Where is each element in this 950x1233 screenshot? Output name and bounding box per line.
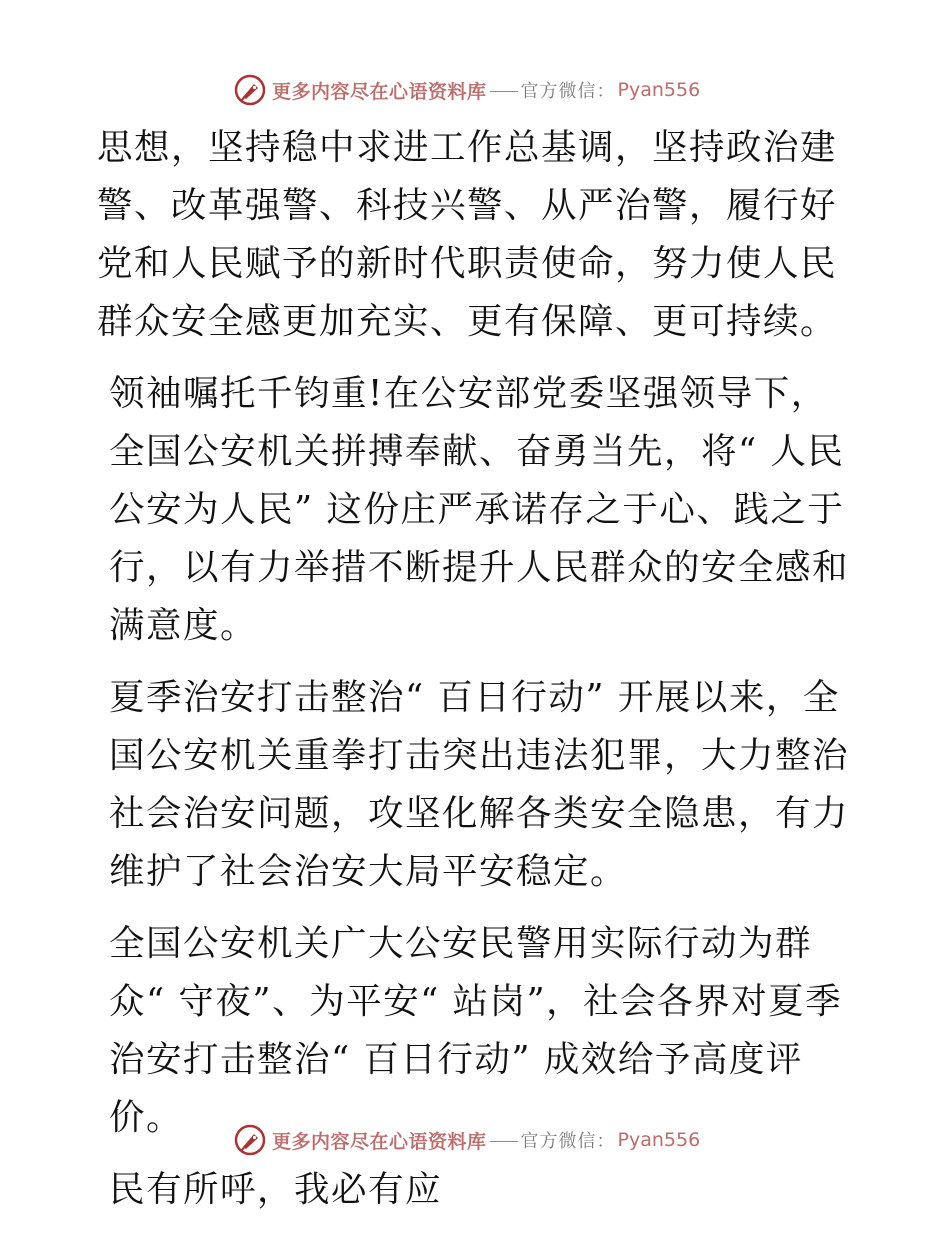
watermark-official-label: 官方微信：: [520, 1131, 616, 1152]
pen-nib-logo-icon: [234, 1124, 266, 1156]
watermark-wechat-id: Pyan556: [617, 1129, 701, 1151]
footer-watermark: [234, 1122, 754, 1158]
paragraph-1: 思想，坚持稳中求进工作总基调，坚持政治建警、改革强警、科技兴警、从严治警，履行好党和人民赋予的新时代职责使命，努力使人民群众安全感更加充实、更有保障、更可持续。: [97, 127, 838, 342]
watermark-site-text: 更多内容尽在心语资料库: [272, 1130, 487, 1153]
document-body: [97, 119, 857, 1233]
watermark-dash: [490, 91, 518, 92]
paragraph-3: 夏季治安打击整治“ 百日行动” 开展以来，全国公安机关重拳打击突出违法犯罪，大力整治社会治安问题，攻坚化解各类安全隐患，有力维护了社会治安大局平安稳定。: [109, 677, 850, 892]
watermark-site-text: 更多内容尽在心语资料库: [272, 80, 487, 103]
paragraph-5: 民有所呼，我必有应: [109, 1169, 443, 1210]
pen-nib-logo-icon: [234, 74, 266, 106]
watermark-dash: [490, 1141, 518, 1142]
paragraph-2: 领袖嘱托千钧重!在公安部党委坚强领导下，全国公安机关拼搏奉献、奋勇当先，将“ 人民公安为人民” 这份庄严承诺存之于心、践之于行，以有力举措不断提升人民群众的安全感和满意度。: [109, 373, 850, 646]
watermark-official-label: 官方微信：: [520, 81, 616, 102]
paragraph-4: 全国公安机关广大公安民警用实际行动为群众“ 守夜”、为平安“ 站岗”，社会各界对夏季治安打击整治“ 百日行动” 成效给予高度评价。: [109, 923, 843, 1138]
header-watermark: [234, 72, 754, 108]
watermark-wechat-id: Pyan556: [617, 79, 701, 101]
